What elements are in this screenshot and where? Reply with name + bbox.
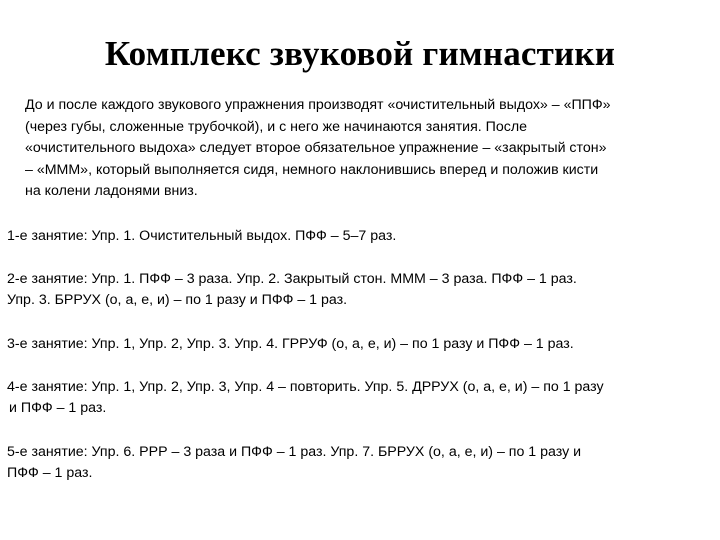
intro-line: «очистительного выдоха» следует второе обязательное упражнение – «закрытый стон» bbox=[25, 140, 607, 156]
lesson-line: и ПФФ – 1 раз. bbox=[9, 400, 107, 416]
lesson-line: 3-е занятие: Упр. 1, Упр. 2, Упр. 3. Упр. 4. ГРРУФ (о, а, е, и) – по 1 разу и ПФФ – 1 раз. bbox=[7, 336, 574, 352]
lesson-1-paragraph bbox=[7, 226, 712, 247]
intro-paragraph bbox=[25, 95, 715, 203]
intro-line: (через губы, сложенные трубочкой), и с него же начинаются занятия. После bbox=[25, 118, 528, 135]
lesson-line: 2-е занятие: Упр. 1. ПФФ – 3 раза. Упр. 2. Закрытый стон. МММ – 3 раза. ПФФ – 1 раз. bbox=[7, 271, 577, 287]
lesson-line: 1-е занятие: Упр. 1. Очистительный выдох. ПФФ – 5–7 раз. bbox=[7, 228, 397, 244]
intro-line: До и после каждого звукового упражнения производят «очистительный выдох» – «ППФ» bbox=[25, 97, 611, 113]
lesson-line: 4-е занятие: Упр. 1, Упр. 2, Упр. 3, Упр. 4 – повторить. Упр. 5. ДРРУХ (о, а, е, и) – по 1 разу bbox=[7, 379, 604, 395]
lesson-line: 5-е занятие: Упр. 6. РРР – 3 раза и ПФФ – 1 раз. Упр. 7. БРРУХ (о, а, е, и) – по 1 разу и bbox=[7, 444, 582, 460]
lesson-3-paragraph bbox=[7, 334, 712, 355]
intro-line: – «МММ», который выполняется сидя, немного наклонившись вперед и положив кисти bbox=[25, 161, 599, 178]
lesson-line: Упр. 3. БРРУХ (о, а, е, и) – по 1 разу и ПФФ – 1 раз. bbox=[7, 292, 348, 308]
lesson-5-paragraph bbox=[7, 442, 712, 484]
page-title: Комплекс звуковой гимнастики bbox=[104, 34, 616, 73]
lesson-2-paragraph bbox=[7, 269, 712, 311]
lesson-line: ПФФ – 1 раз. bbox=[7, 465, 93, 481]
intro-line: на колени ладонями вниз. bbox=[25, 183, 198, 199]
lesson-4-paragraph bbox=[7, 377, 712, 419]
